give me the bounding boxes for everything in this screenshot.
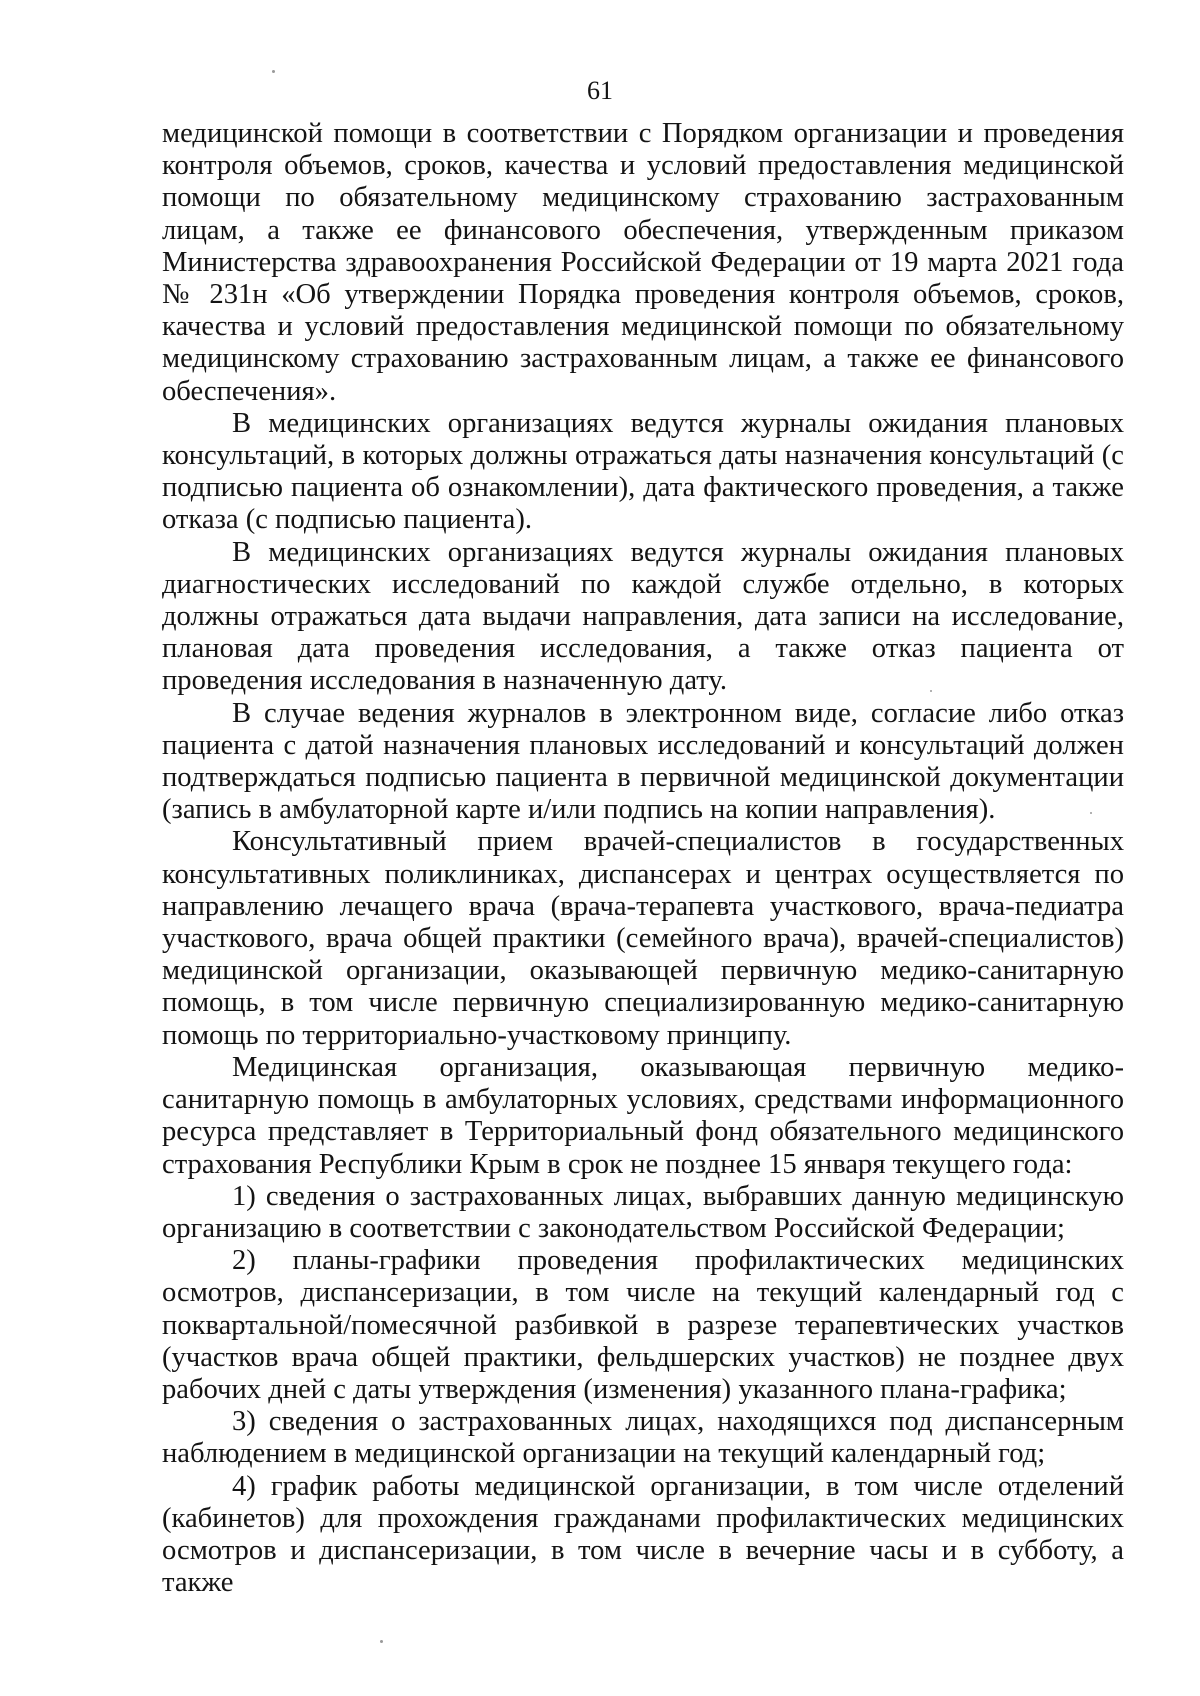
scan-speck bbox=[380, 1640, 383, 1643]
page-number: 61 bbox=[587, 76, 613, 105]
list-item-3: 3) сведения о застрахованных лицах, находящихся под диспансерным наблюдением в медицинской организации на текущий календарный год; bbox=[162, 1406, 1124, 1470]
paragraph-consultative-reception: Консультативный прием врачей-специалистов в государственных консультативных поликлиниках, диспансерах и центрах осуществляется по направлению лечащего врача (врача-терапевта участкового, врача-педиатра участкового, врача общей практики (семейного врача), врачей-специалистов) медицинской организации, оказывающей первичную медико-санитарную помощь, в том числе первичную специализированную медико-санитарную помощь по территориально-участковому принципу. bbox=[162, 826, 1124, 1051]
paragraph-electronic-journals: В случае ведения журналов в электронном виде, согласие либо отказ пациента с датой назначения плановых исследований и консультаций должен подтверждаться подписью пациента в первичной медицинской документации (запись в амбулаторной карте и/или подпись на копии направления). bbox=[162, 697, 1124, 826]
list-item-1: 1) сведения о застрахованных лицах, выбравших данную медицинскую организацию в соответствии с законодательством Российской Федерации; bbox=[162, 1180, 1124, 1244]
paragraph-organization-reporting: Медицинская организация, оказывающая первичную медико-санитарную помощь в амбулаторных условиях, средствами информационного ресурса представляет в Территориальный фонд обязательного медицинского страхования Республики Крым в срок не позднее 15 января текущего года: bbox=[162, 1051, 1124, 1180]
document-body bbox=[162, 118, 1124, 1599]
paragraph-diagnostic-journals: В медицинских организациях ведутся журналы ожидания плановых диагностических исследований по каждой службе отдельно, в которых должны отражаться дата выдачи направления, дата записи на исследование, плановая дата проведения исследования, а также отказ пациента от проведения исследования в назначенную дату. bbox=[162, 536, 1124, 697]
scan-speck bbox=[930, 690, 932, 692]
paragraph-continuation: медицинской помощи в соответствии с Порядком организации и проведения контроля объемов, сроков, качества и условий предоставления медицинской помощи по обязательному медицинскому страхованию застрахованным лицам, а также ее финансового обеспечения, утвержденным приказом Министерства здравоохранения Российской Федерации от 19 марта 2021 года № 231н «Об утверждении Порядка проведения контроля объемов, сроков, качества и условий предоставления медицинской помощи по обязательному медицинскому страхованию застрахованным лицам, а также ее финансового обеспечения». bbox=[162, 118, 1124, 407]
scan-speck bbox=[1090, 812, 1092, 814]
list-item-2: 2) планы-графики проведения профилактических медицинских осмотров, диспансеризации, в том числе на текущий календарный год с поквартальной/помесячной разбивкой в разрезе терапевтических участков (участков врача общей практики, фельдшерских участков) не позднее двух рабочих дней с даты утверждения (изменения) указанного плана-графика; bbox=[162, 1245, 1124, 1405]
paragraph-consultation-journals: В медицинских организациях ведутся журналы ожидания плановых консультаций, в которых должны отражаться даты назначения консультаций (с подписью пациента об ознакомлении), дата фактического проведения, а также отказа (с подписью пациента). bbox=[162, 407, 1124, 536]
list-item-4: 4) график работы медицинской организации, в том числе отделений (кабинетов) для прохождения гражданами профилактических медицинских осмотров и диспансеризации, в том числе в вечерние часы и в субботу, а также bbox=[162, 1470, 1124, 1599]
scan-speck bbox=[272, 70, 275, 73]
